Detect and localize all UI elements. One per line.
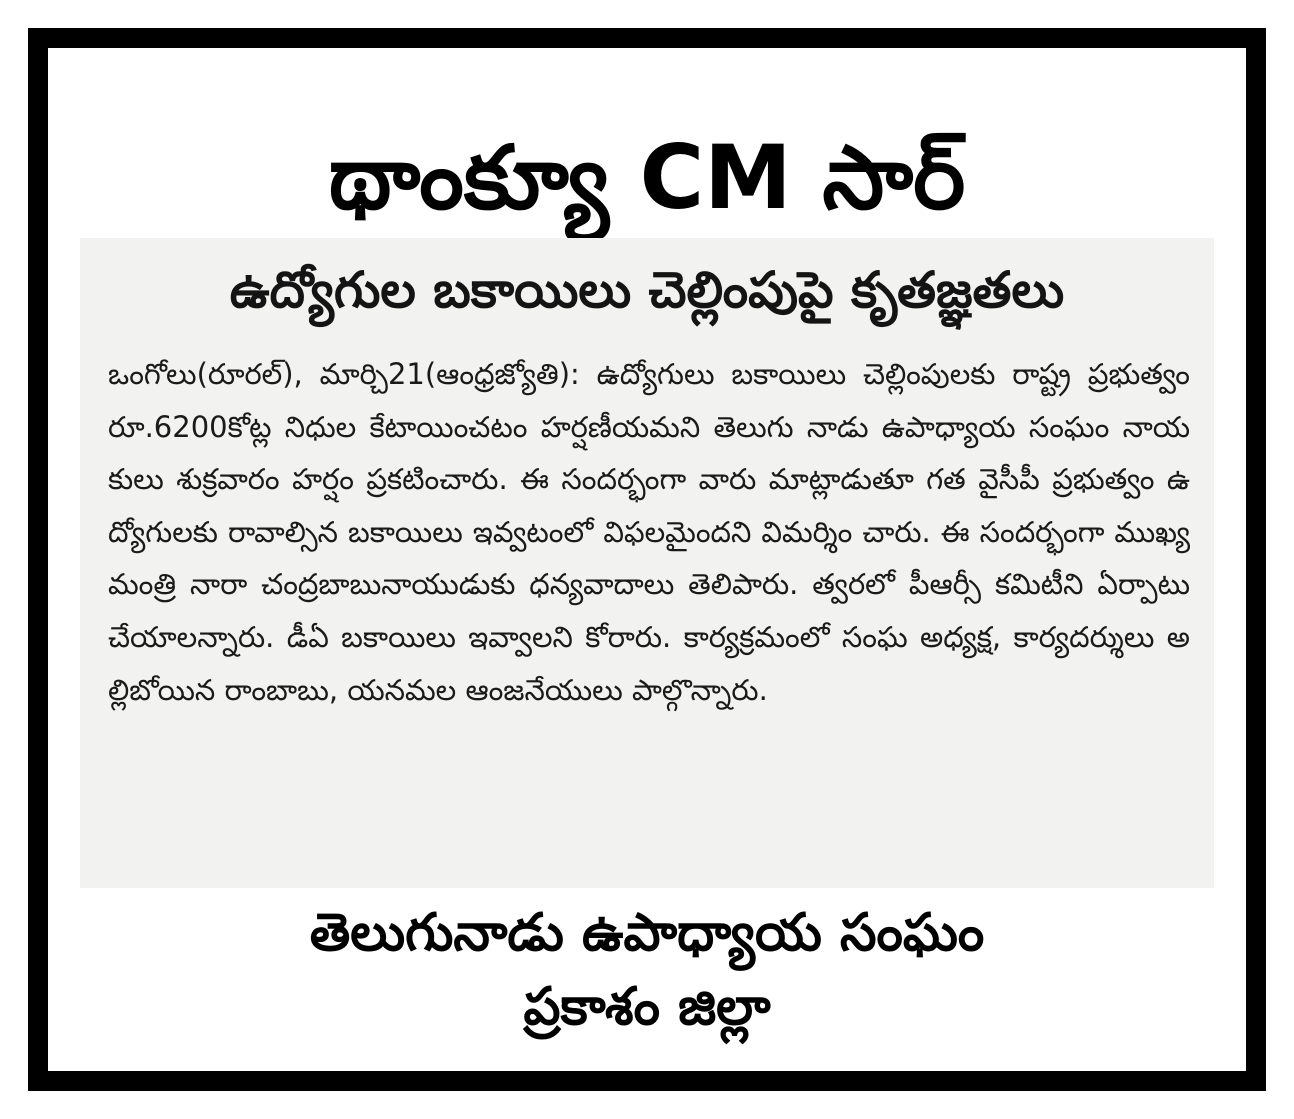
black-border-frame <box>28 28 1266 1091</box>
clipping-body: ఒంగోలు(రూరల్), మార్చి21(ఆంధ్రజ్యోతి): ఉద్యోగులు బకాయిలు చెల్లింపులకు రాష్ట్ర ప్రభుత్వం రూ.6200కోట్ల నిధుల కేటాయించటం హర్షణీయమని తెలుగు నాడు ఉపాధ్యాయ సంఘం నాయకులు శుక్రవారం హర్షం ప్రకటించారు. ఈ సందర్భంగా వారు మాట్లాడుతూ గత వైసీపీ ప్రభుత్వం ఉద్యోగులకు రావాల్సిన బకాయిలు ఇవ్వటంలో విఫలమైందని విమర్శిం చారు. ఈ సందర్భంగా ముఖ్య మంత్రి నారా చంద్రబాబునాయుడుకు ధన్యవాదాలు తెలిపారు. త్వరలో పీఆర్సీ కమిటీని ఏర్పాటు చేయాలన్నారు. డీఏ బకాయిలు ఇవ్వాలని కోరారు. కార్యక్రమంలో సంఘ అధ్యక్ష, కార్యదర్శులు అల్లిబోయిన రాంబాబు, యనమల ఆంజనేయులు పాల్గొన్నారు. <box>108 357 1190 707</box>
newspaper-clipping <box>80 238 1214 888</box>
district-name: ప్రకాశం జిల్లా <box>523 977 771 1037</box>
footer-signature <box>48 896 1246 1044</box>
page-title: థాంక్యూ CM సార్ <box>328 126 966 229</box>
organization-name: తెలుగునాడు ఉపాధ్యాయ సంఘం <box>309 903 985 963</box>
poster-canvas <box>48 48 1246 1071</box>
clipping-headline: ఉద్యోగుల బకాయిలు చెల్లింపుపై కృతజ్ఞతలు <box>229 261 1065 319</box>
